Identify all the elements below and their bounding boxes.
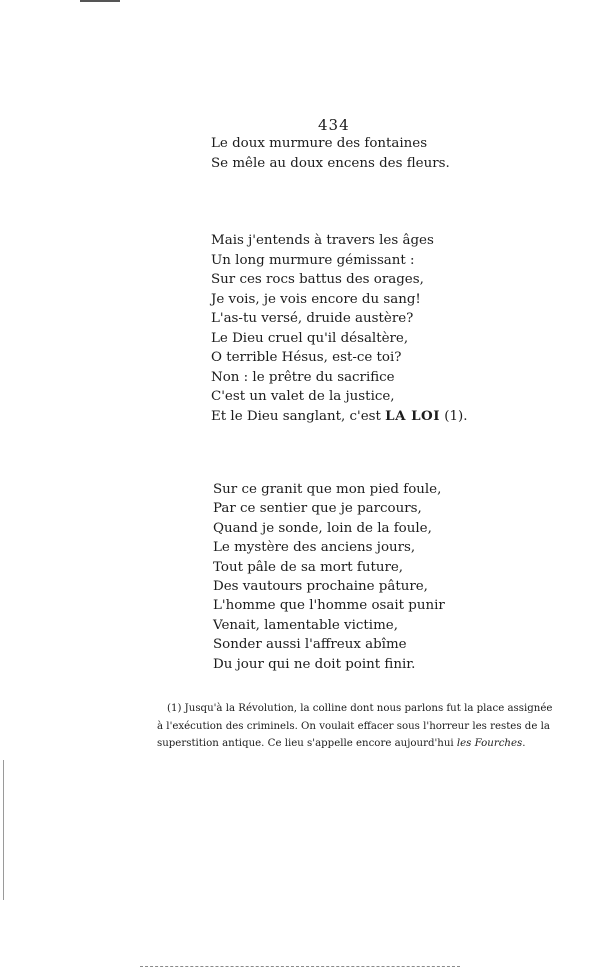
bottom-edge-rule xyxy=(140,966,460,967)
verse-line: Sonder aussi l'affreux abîme xyxy=(213,637,407,653)
verse-line: C'est un valet de la justice, xyxy=(211,389,395,404)
stanza-1 xyxy=(211,134,450,173)
verse-line: Par ce sentier que je parcours, xyxy=(213,501,422,517)
verse-line: Du jour qui ne doit point finir. xyxy=(213,656,416,672)
verse-line-final xyxy=(211,407,467,427)
la-loi-emphasis: LA LOI xyxy=(385,407,440,424)
verse-line: L'homme que l'homme osait punir xyxy=(213,598,445,614)
verse-line: O terrible Hésus, est-ce toi? xyxy=(211,350,402,365)
verse-line: Quand je sonde, loin de la foule, xyxy=(213,520,432,536)
page-number: 434 xyxy=(318,116,350,134)
verse-line: Sur ce granit que mon pied foule, xyxy=(213,482,442,497)
verse-line-text: Et le Dieu sanglant, c'est xyxy=(211,408,386,424)
footnote-line: (1) Jusqu'à la Révolution, la colline dont nous parlons fut la place assignée xyxy=(167,703,553,714)
top-edge-mark xyxy=(80,0,120,5)
verse-line: Le Dieu cruel qu'il désaltère, xyxy=(211,330,409,346)
stanza-3 xyxy=(213,480,445,674)
verse-line: Venait, lamentable victime, xyxy=(213,617,398,633)
verse-line: Se mêle au doux encens des fleurs. xyxy=(211,155,450,171)
verse-line: Mais j'entends à travers les âges xyxy=(211,233,434,248)
verse-line: Le mystère des anciens jours, xyxy=(213,540,416,556)
verse-line: Le doux murmure des fontaines xyxy=(211,136,428,151)
verse-line: L'as-tu versé, druide austère? xyxy=(211,311,414,326)
verse-line: Un long murmure gémissant : xyxy=(211,252,415,268)
stanza-2 xyxy=(211,231,467,426)
verse-line: Tout pâle de sa mort future, xyxy=(213,559,404,575)
verse-line: Des vautours prochaine pâture, xyxy=(213,578,428,594)
verse-line: Je vois, je vois encore du sang! xyxy=(211,291,421,307)
footnote-line: à l'exécution des criminels. On voulait effacer sous l'horreur les restes de la xyxy=(157,720,550,732)
footnote-period: . xyxy=(522,738,526,749)
footnote-line xyxy=(157,735,527,753)
page-edge-line xyxy=(3,760,4,900)
footnote xyxy=(157,700,553,753)
footnote-reference: (1). xyxy=(439,408,468,424)
footnote-text: superstition antique. Ce lieu s'appelle encore aujourd'hui xyxy=(157,738,457,749)
verse-line: Sur ces rocs battus des orages, xyxy=(211,272,424,287)
footnote-italic-place-name: les Fourches xyxy=(456,738,523,749)
verse-line: Non : le prêtre du sacrifice xyxy=(211,369,395,385)
